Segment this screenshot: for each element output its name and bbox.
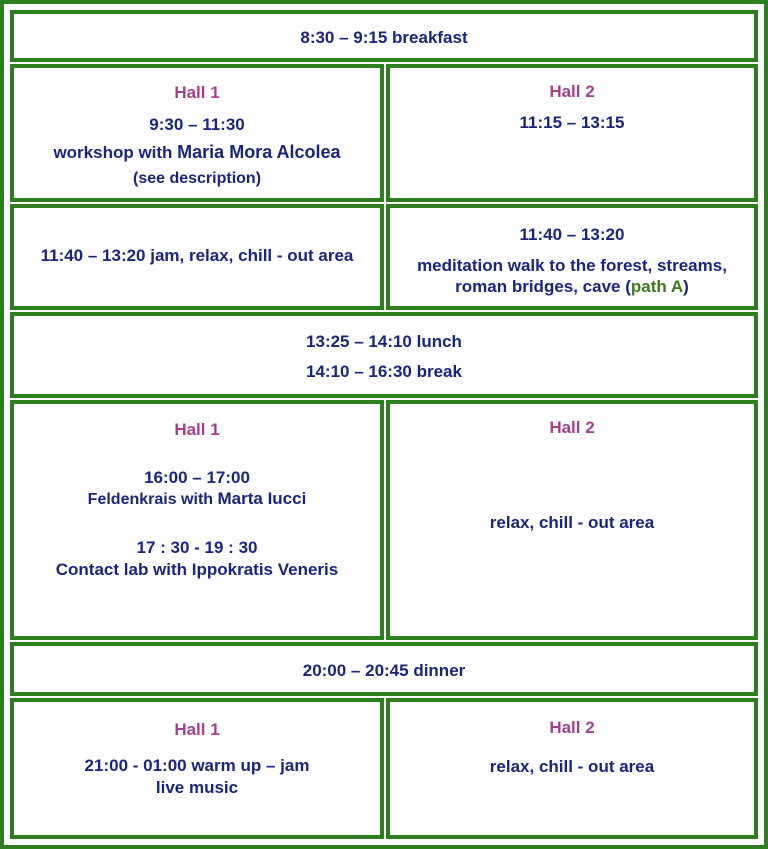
evening-hall2-cell: [386, 698, 758, 839]
workshop-line: [14, 142, 380, 163]
meditation-line2: [390, 277, 754, 297]
contact-lab-text: Contact lab with Ippokratis Veneris: [55, 560, 339, 579]
morning-hall2-cell: [386, 64, 758, 202]
description-note: (see description): [132, 170, 262, 187]
teacher-name: Marta Iucci: [217, 489, 307, 508]
meditation-line1: meditation walk to the forest, streams,: [417, 256, 727, 275]
midday-hall1-cell: [10, 204, 384, 310]
activity-text: workshop with: [53, 143, 178, 162]
with-text: with: [176, 491, 218, 508]
midday-hall2-cell: [386, 204, 758, 310]
session-time: 11:15 – 13:15: [519, 113, 625, 132]
path-label: path A: [630, 277, 684, 296]
breakfast-text: 8:30 – 9:15 breakfast: [300, 28, 468, 47]
session-time: 11:40 – 13:20: [519, 225, 625, 244]
teacher-name: Maria Mora Alcolea: [177, 142, 341, 162]
session-time-1: 16:00 – 17:00: [144, 468, 250, 487]
hall-label: Hall 2: [549, 418, 595, 437]
jam-text: 11:40 – 13:20 jam, relax, chill - out area: [40, 246, 354, 265]
relax-text: relax, chill - out area: [489, 513, 655, 532]
hall-label: Hall 1: [174, 720, 220, 739]
lunch-text: 13:25 – 14:10 lunch: [306, 332, 462, 351]
dinner-row: [10, 642, 758, 696]
dinner-text: 20:00 – 20:45 dinner: [302, 661, 466, 680]
feldenkrais-line: [14, 489, 380, 510]
session-time-2: 17 : 30 - 19 : 30: [136, 538, 258, 557]
warmup-text: 21:00 - 01:00 warm up – jam: [84, 756, 310, 775]
breakfast-row: [10, 10, 758, 62]
afternoon-hall1-cell: [10, 400, 384, 640]
hall-label: Hall 1: [174, 420, 220, 439]
closing-paren: ): [683, 277, 689, 296]
hall-label: Hall 2: [549, 718, 595, 737]
lunch-row: [10, 312, 758, 398]
relax-text: relax, chill - out area: [489, 757, 655, 776]
morning-hall1-cell: [10, 64, 384, 202]
evening-hall1-cell: [10, 698, 384, 839]
live-music-text: live music: [155, 778, 239, 797]
break-text: 14:10 – 16:30 break: [306, 362, 462, 381]
meditation-text: roman bridges, cave (: [455, 277, 631, 296]
afternoon-hall2-cell: [386, 400, 758, 640]
session-time: 9:30 – 11:30: [149, 115, 245, 134]
hall-label: Hall 2: [549, 82, 595, 101]
activity-text: Feldenkrais: [87, 491, 177, 508]
hall-label: Hall 1: [174, 83, 220, 102]
